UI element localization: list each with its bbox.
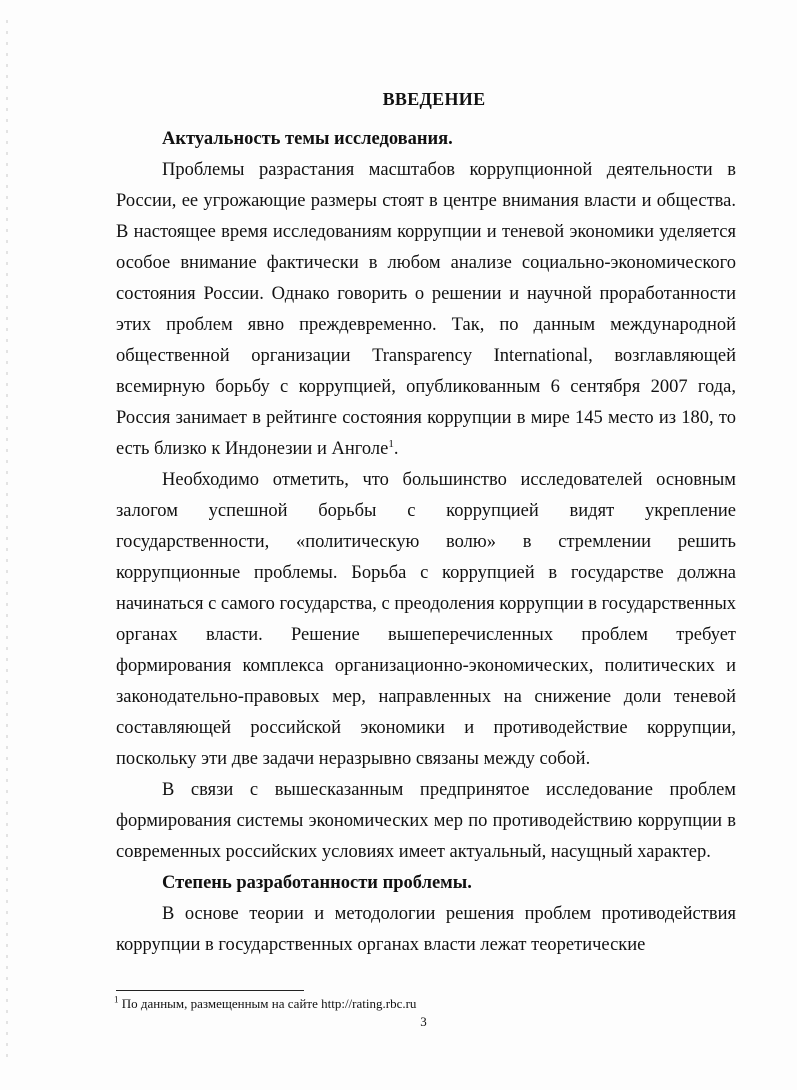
paragraph-development-1: В основе теории и методологии решения проблем противодействия коррупции в государственных органах власти лежат теоретические <box>116 904 736 955</box>
paragraph-tail: . <box>393 439 399 459</box>
paragraph-relevance-2: Необходимо отметить, что большинство исследователей основным залогом успешной борьбы с коррупцией видят укрепление государственности, «политическую волю» в стремлении решить коррупционные проблемы. Борьба с коррупцией в государстве должна начинаться с самого государства, с преодоления коррупции в государственных органах власти. Решение вышеперечисленных проблем требует формирования комплекса организационно-экономических, политических и законодательно-правовых мер, направленных на снижение доли теневой составляющей российской экономики и противодействие коррупции, поскольку эти две задачи неразрывно связаны между собой. <box>116 470 737 769</box>
page-title: ВВЕДЕНИЕ <box>382 89 486 109</box>
section-heading-development: Степень разработанности проблемы. <box>162 873 472 893</box>
footnote <box>114 996 734 1012</box>
scan-binding-edge <box>6 20 8 1060</box>
page-number: 3 <box>420 1014 427 1029</box>
paragraph-text: Проблемы разрастания масштабов коррупционной деятельности в России, ее угрожающие размеры стоят в центре внимания власти и общества. В настоящее время исследованиям коррупции и теневой экономики уделяется особое внимание фактически в любом анализе социально-экономического состояния России. Однако говорить о решении и научной проработанности этих проблем явно преждевременно. Так, по данным международной общественной организации Transparency International, возглавляющей всемирную борьбу с коррупцией, опубликованным 6 сентября 2007 года, Россия занимает в рейтинге состояния коррупции в мире 145 место из 180, то есть близко к Индонезии и Анголе <box>116 160 736 459</box>
page-body <box>116 84 736 961</box>
paragraph-relevance-3: В связи с вышесказанным предпринятое исследование проблем формирования системы экономических мер по противодействию коррупции в современных российских условиях имеет актуальный, насущный характер. <box>116 780 736 862</box>
footnote-reference: 1 <box>388 437 394 450</box>
footnote-text: По данным, размещенным на сайте http://rating.rbc.ru <box>121 996 417 1011</box>
section-heading-relevance: Актуальность темы исследования. <box>162 129 453 149</box>
footnote-divider <box>116 990 304 991</box>
footnote-marker: 1 <box>114 994 119 1005</box>
paragraph-relevance-1 <box>116 155 736 465</box>
